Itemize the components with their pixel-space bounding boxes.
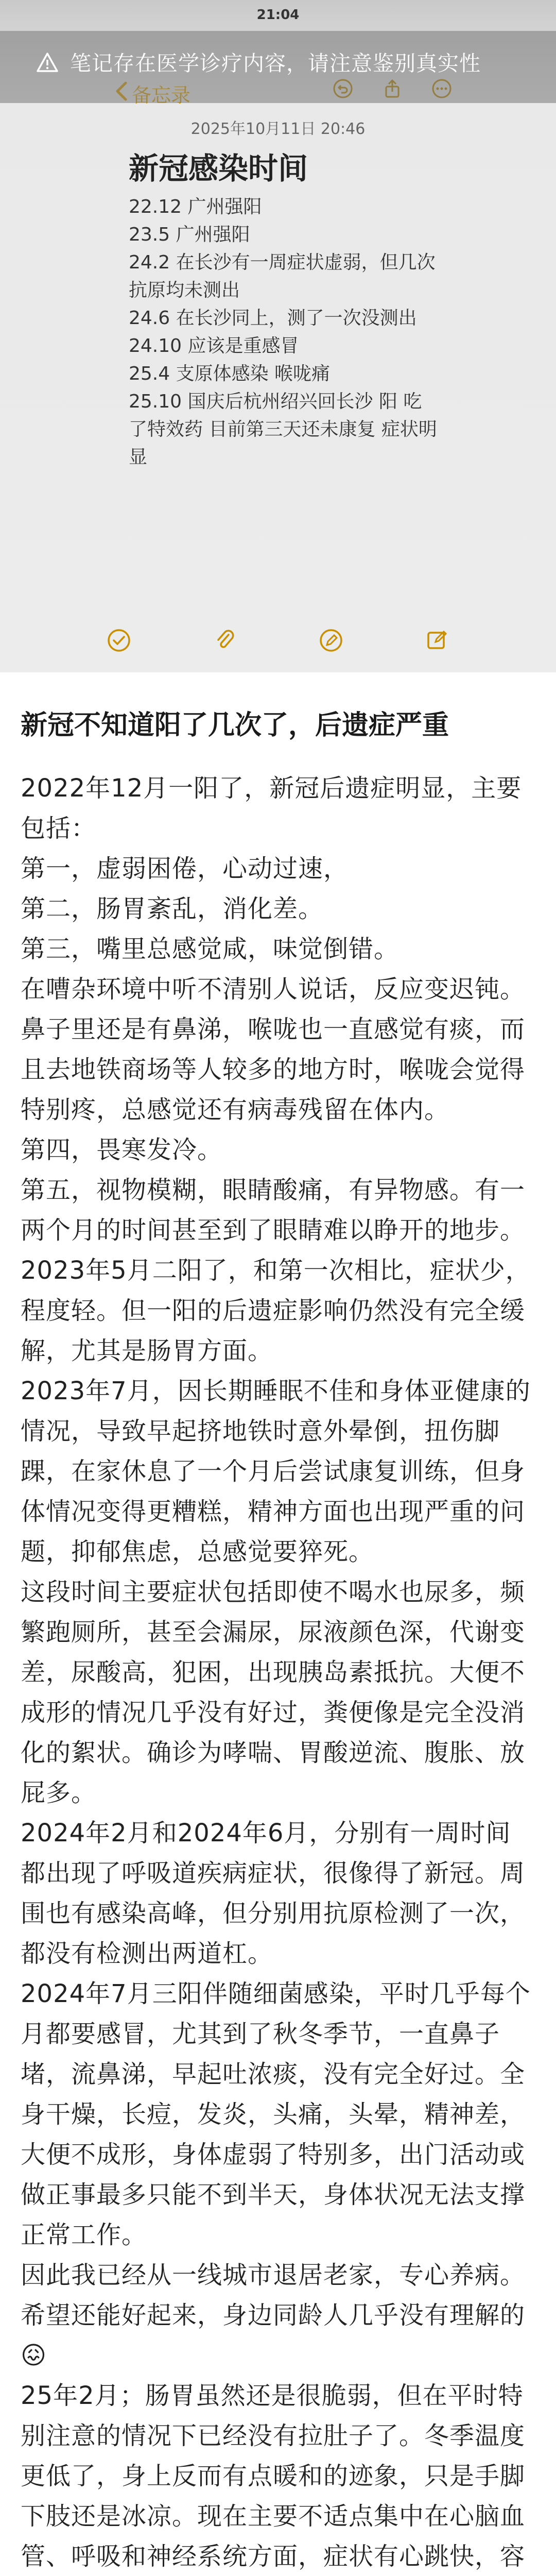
post-paragraph: 第四，畏寒发冷。 <box>21 1135 223 1164</box>
post-paragraph: 第二，肠胃紊乱，消化差。 <box>21 894 324 923</box>
post-paragraph: 在嘈杂环境中听不清别人说话，反应变迟钝。鼻子里还是有鼻涕，喉咙也一直感觉有痰，而且去地铁商场等人较多的地方时，喉咙会觉得特别疼，总感觉还有病毒残留在体内。 <box>21 974 526 1124</box>
note-line: 24.2 在长沙有一周症状虚弱，但几次抗原均未测出 <box>129 252 436 301</box>
post-paragraph: 2023年7月，因长期睡眠不佳和身体亚健康的情况，导致早起挤地铁时意外晕倒，扭伤脚踝，在家休息了一个月后尝试康复训练，但身体情况变得更糟糕，精神方面也出现严重的问题，抑郁焦虑，总感觉要猝死。 <box>21 1376 531 1566</box>
post-paragraph: 这段时间主要症状包括即使不喝水也尿多，频繁跑厕所，甚至会漏尿，尿液颜色深，代谢变差，尿酸高，犯困，出现胰岛素抵抗。大便不成形的情况几乎没有好过，粪便像是完全没消化的絮状。确诊为哮喘、胃酸逆流、腹胀、放屁多。 <box>21 1577 526 1807</box>
post-paragraph: 第一，虚弱困倦，心动过速， <box>21 854 349 883</box>
note-lines <box>129 193 438 471</box>
warning-icon <box>36 52 59 74</box>
note-line: 25.4 支原体感染 喉咙痛 <box>129 363 331 384</box>
compose-icon[interactable] <box>423 626 451 655</box>
note-line: 25.10 国庆后杭州绍兴回长沙 阳 吃了特效药 目前第三天还未康复 症状明显 <box>129 391 437 468</box>
note-line: 24.6 在长沙同上，测了一次没测出 <box>129 308 417 329</box>
note-screenshot <box>0 0 556 672</box>
post-paragraph: 25年2月；肠胃虽然还是很脆弱，但在平时特别注意的情况下已经没有拉肚子了。冬季温度更低了，身上反而有点暖和的迹象，只是手脚下肢还是冰凉。现在主要不适点集中在心脑血管、呼吸和神经系统方面，症状有心跳快，容 <box>21 2381 526 2571</box>
warning-text: 笔记存在医学诊疗内容，请注意鉴别真实性 <box>70 51 481 76</box>
note-bottom-toolbar <box>0 626 556 655</box>
checklist-icon[interactable] <box>105 626 133 655</box>
note-title: 新冠感染时间 <box>129 151 308 186</box>
post-paragraph: 第五，视物模糊，眼睛酸痛，有异物感。有一两个月的时间甚至到了眼睛难以睁开的地步。 <box>21 1175 526 1245</box>
status-time: 21:04 <box>256 7 300 23</box>
note-line: 23.5 广州强阳 <box>129 224 250 245</box>
note-date: 2025年10月11日 20:46 <box>190 120 366 138</box>
post <box>0 672 556 2576</box>
post-paragraph: 2024年2月和2024年6月，分别有一周时间都出现了呼吸道疾病症状，很像得了新冠。周围也有感染高峰，但分别用抗原检测了一次，都没有检测出两道杠。 <box>21 1818 526 1968</box>
post-paragraph: 2023年5月二阳了，和第一次相比，症状少，程度轻。但一阳的后遗症影响仍然没有完全缓解，尤其是肠胃方面。 <box>21 1256 531 1365</box>
note-line: 22.12 广州强阳 <box>129 196 262 217</box>
paperclip-icon[interactable] <box>211 626 239 655</box>
pen-icon[interactable] <box>317 626 345 655</box>
post-paragraph: 第三，嘴里总感觉咸，味觉倒错。 <box>21 934 399 963</box>
medical-warning-banner <box>0 31 556 103</box>
post-paragraph: 因此我已经从一线城市退居老家，专心养病。希望还能好起来，身边同龄人几乎没有理解的😖 <box>21 2260 526 2370</box>
post-title: 新冠不知道阳了几次了，后遗症严重 <box>21 710 449 741</box>
note-line: 24.10 应该是重感冒 <box>129 335 299 357</box>
post-paragraph: 2022年12月一阳了，新冠后遗症明显，主要包括： <box>21 773 522 843</box>
post-paragraph: 2024年7月三阳伴随细菌感染，平时几乎每个月都要感冒，尤其到了秋冬季节，一直鼻子堵，流鼻涕，早起吐浓痰，没有完全好过。全身干燥，长痘，发炎，头痛，头晕，精神差，大便不成形，身体虚弱了特别多，出门活动或做正事最多只能不到半天，身体状况无法支撑正常工作。 <box>21 1979 531 2249</box>
post-body <box>21 768 535 2576</box>
